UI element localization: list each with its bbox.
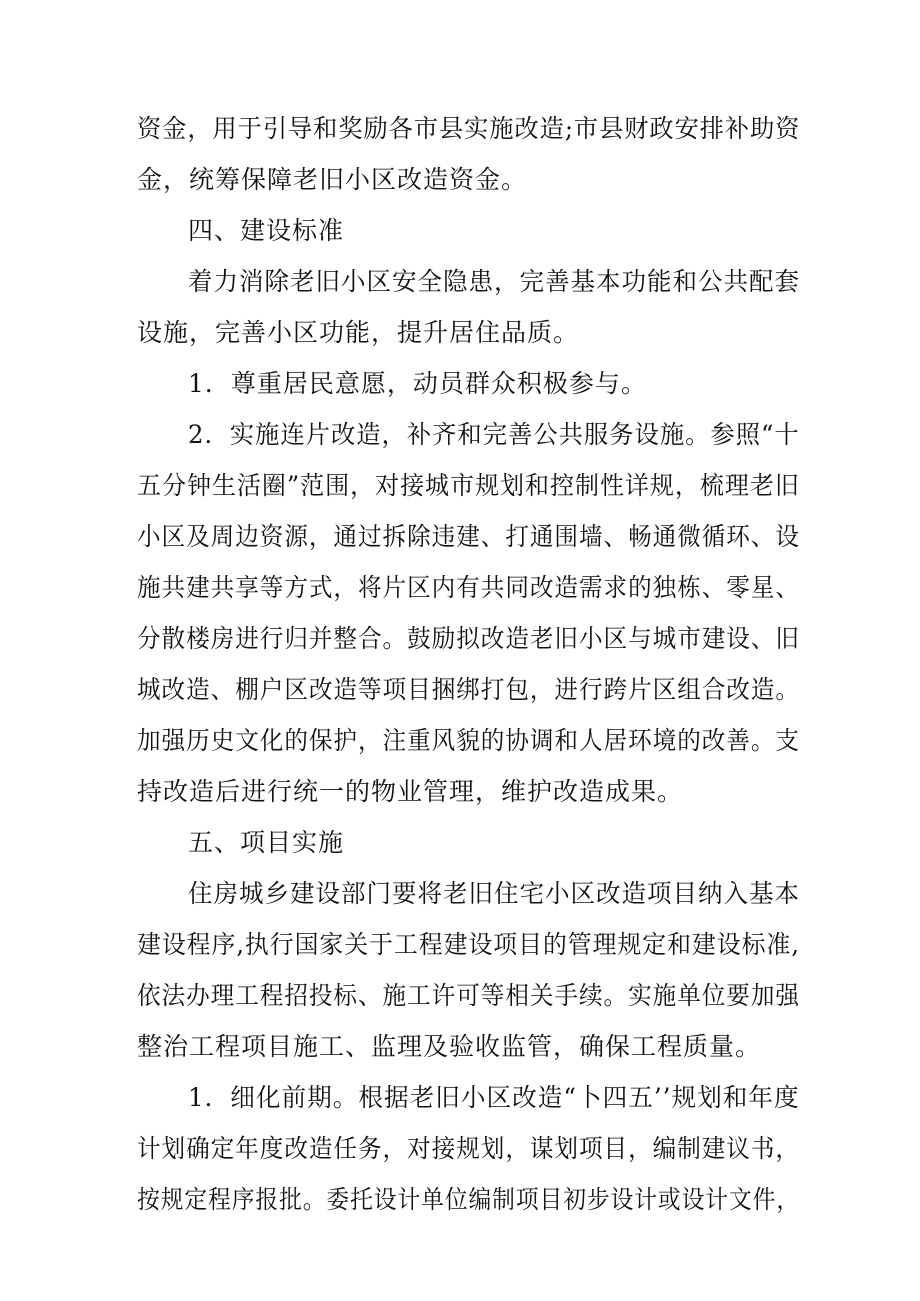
text-line: 加强历史文化的保护，注重风貌的协调和人居环境的改善。支 — [137, 726, 800, 755]
text-line: 分散楼房进行归并整合。鼓励拟改造老旧小区与城市建设、旧 — [137, 624, 800, 653]
text-line: 2．实施连片改造，补齐和完善公共服务设施。参照“十 — [188, 420, 800, 449]
text-line: 资金，用于引导和奖励各市县实施改造;市县财政安排补助资 — [137, 114, 801, 143]
text-line: 金，统筹保障老旧小区改造资金。 — [137, 165, 528, 194]
text-line: 小区及周边资源，通过拆除违建、打通围墙、畅通微循环、设 — [137, 522, 800, 551]
text-line: 1．细化前期。根据老旧小区改造“卜四五’’规划和年度 — [188, 1083, 800, 1112]
text-line: 按规定程序报批。委托设计单位编制项目初步设计或设计文件， — [137, 1185, 801, 1214]
text-line: 施共建共享等方式，将片区内有共同改造需求的独栋、零星、 — [137, 573, 800, 602]
text-line: 依法办理工程招投标、施工许可等相关手续。实施单位要加强 — [137, 981, 800, 1010]
text-line: 计划确定年度改造任务，对接规划，谋划项目，编制建议书， — [137, 1134, 800, 1163]
text-line: 城改造、棚户区改造等项目捆绑打包，进行跨片区组合改造。 — [137, 675, 800, 704]
text-line: 着力消除老旧小区安全隐患，完善基本功能和公共配套 — [188, 267, 801, 296]
text-line: 设施，完善小区功能，提升居住品质。 — [137, 318, 580, 347]
section-heading: 五、项目实施 — [188, 828, 345, 857]
text-line: 建设程序,执行国家关于工程建设项目的管理规定和建设标准, — [137, 930, 800, 959]
text-line: 1．尊重居民意愿，动员群众积极参与。 — [188, 369, 647, 398]
text-line: 持改造后进行统一的物业管理，维护改造成果。 — [137, 777, 684, 806]
text-line: 整治工程项目施工、监理及验收监管，确保工程质量。 — [137, 1032, 762, 1061]
text-line: 五分钟生活圈”范围，对接城市规划和控制性详规，梳理老旧 — [137, 471, 800, 500]
text-line: 住房城乡建设部门要将老旧住宅小区改造项目纳入基本 — [188, 879, 801, 908]
section-heading: 四、建设标准 — [188, 216, 345, 245]
